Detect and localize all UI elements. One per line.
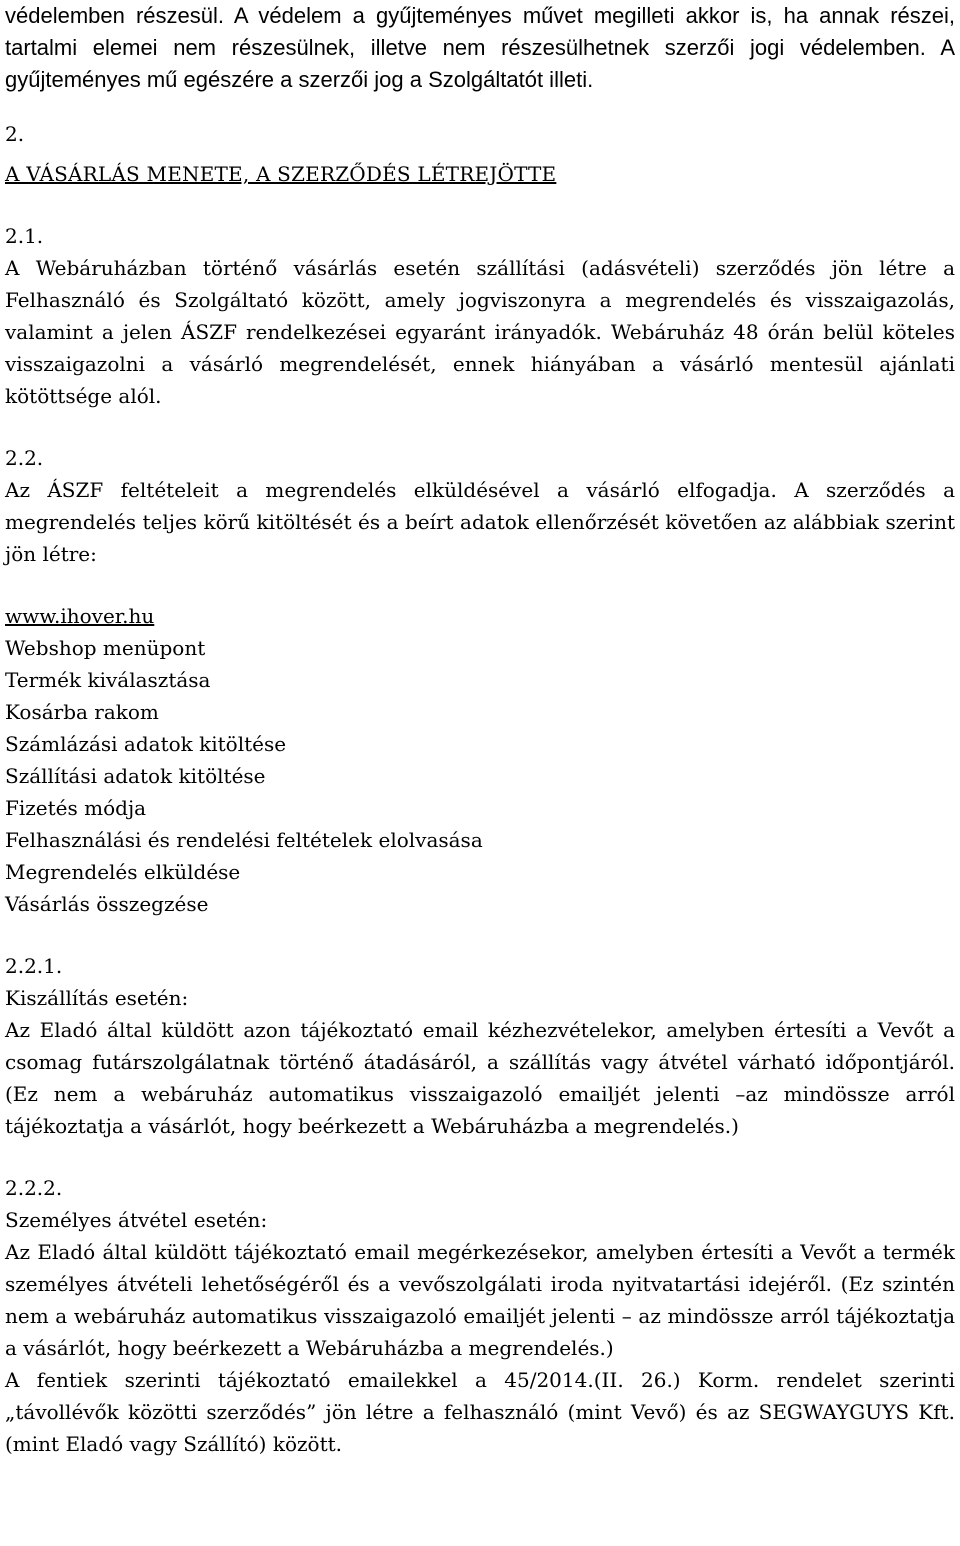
list-item: Vásárlás összegzése	[5, 892, 209, 916]
clause-2-2-1-text: Az Eladó által küldött azon tájékoztató email kézhezvételekor, amelyben értesíti a Vevőt a csomag futárszolgálatnak történő átadásáról, a szállítás vagy átvétel várható időpontjáról. (Ez nem a webáruház automatikus visszaigazoló emailjét jelenti –az mindössze arról tájékoztatja a vásárlót, hogy beérkezett a Webáruházba a megrendelés.)	[5, 1018, 955, 1138]
list-item: Fizetés módja	[5, 796, 147, 820]
list-item: Kosárba rakom	[5, 700, 159, 724]
list-item: Felhasználási és rendelési feltételek elolvasása	[5, 828, 483, 852]
clause-2-2-number: 2.2.	[5, 446, 44, 470]
section-number: 2.	[5, 122, 25, 146]
section-title: A VÁSÁRLÁS MENETE, A SZERZŐDÉS LÉTREJÖTTE	[5, 162, 557, 186]
clause-2-1-number: 2.1.	[5, 224, 44, 248]
spacer	[5, 570, 955, 600]
spacer	[5, 920, 955, 950]
clause-2-2-text: Az ÁSZF feltételeit a megrendelés elküldésével a vásárló elfogadja. A szerződés a megrendelés teljes körű kitöltését és a beírt adatok ellenőrzését követően az alábbiak szerint jön létre:	[5, 478, 955, 566]
clause-2-2-1-title: Kiszállítás esetén:	[5, 986, 189, 1010]
closing-paragraph: A fentiek szerinti tájékoztató emailekkel a 45/2014.(II. 26.) Korm. rendelet szerinti „távollévők közötti szerződés” jön létre a felhasználó (mint Vevő) és az SEGWAYGUYS Kft. (mint Eladó vagy Szállító) között.	[5, 1368, 955, 1456]
list-item: Szállítási adatok kitöltése	[5, 764, 266, 788]
list-item: Termék kiválasztása	[5, 668, 211, 692]
list-item: Webshop menüpont	[5, 636, 206, 660]
clause-2-2-2-number: 2.2.2.	[5, 1176, 63, 1200]
spacer	[5, 1142, 955, 1172]
document-page	[5, 0, 955, 1460]
clause-2-1-text: A Webáruházban történő vásárlás esetén szállítási (adásvételi) szerződés jön létre a Felhasználó és Szolgáltató között, amely jogviszonyra a megrendelés és visszaigazolás, valamint a jelen ÁSZF rendelkezései egyaránt irányadók. Webáruház 48 órán belül köteles visszaigazolni a vásárló megrendelését, ennek hiányában a vásárló mentesül ajánlati kötöttsége alól.	[5, 256, 955, 408]
webshop-link[interactable]: www.ihover.hu	[5, 604, 155, 628]
intro-paragraph: védelemben részesül. A védelem a gyűjteményes művet megilleti akkor is, ha annak részei, tartalmi elemei nem részesülnek, illetve nem részesülhetnek szerzői jogi védelemben. A gyűjteményes mű egészére a szerzői jog a Szolgáltatót illeti.	[5, 3, 955, 92]
clause-2-2-2-text: Az Eladó által küldött tájékoztató email megérkezésekor, amelyben értesíti a Vevőt a termék személyes átvételi lehetőségéről és a vevőszolgálati iroda nyitvatartási idejéről. (Ez szintén nem a webáruház automatikus visszaigazoló emailjét jelenti – az mindössze arról tájékoztatja a vásárlót, hogy beérkezett a Webáruházba a megrendelés.)	[5, 1240, 955, 1360]
spacer	[5, 190, 955, 220]
order-steps-list	[5, 600, 955, 920]
clause-2-2-1-number: 2.2.1.	[5, 954, 63, 978]
spacer	[5, 412, 955, 442]
list-item: Számlázási adatok kitöltése	[5, 732, 287, 756]
list-item: Megrendelés elküldése	[5, 860, 241, 884]
clause-2-2-2-title: Személyes átvétel esetén:	[5, 1208, 268, 1232]
